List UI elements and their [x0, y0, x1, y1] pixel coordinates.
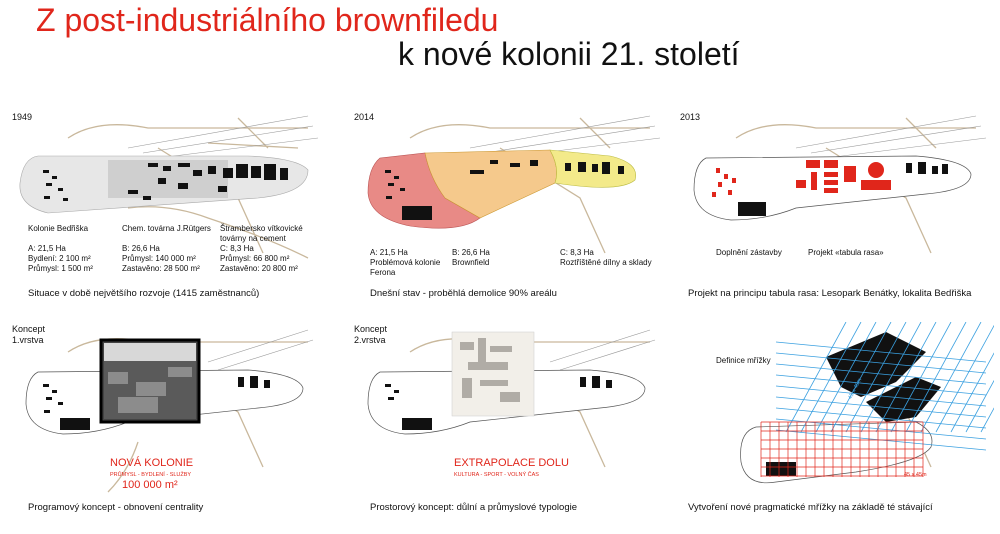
year-label: 1949 — [12, 112, 33, 122]
year-label: 2014 — [354, 112, 375, 122]
panel-caption: Situace v době největšího rozvoje (1415 zaměstnanců) — [28, 288, 260, 299]
zone-b-area: B: 26,6 Ha — [452, 248, 490, 257]
note-tabula-rasa: Projekt «tabula rasa» — [808, 248, 884, 257]
zone-a-area: A: 21,5 Ha — [370, 248, 408, 257]
blue-grid-line — [936, 322, 994, 432]
extrapolation-subtitle: KULTURA - SPORT - VOLNÝ ČAS — [454, 472, 539, 478]
year-label: 2013 — [680, 112, 701, 122]
panel-concept-layer-2 — [350, 322, 668, 522]
zone-c-desc: Roztříštěné dílny a sklady — [560, 258, 652, 267]
zone-b-area: B: 26,6 Ha — [122, 244, 160, 253]
zone-a-desc-2: Ferona — [370, 268, 396, 277]
panel-caption: Prostorový koncept: důlní a průmyslové typologie — [370, 502, 577, 513]
red-grid-size-label: 45 x 45m — [904, 472, 927, 478]
concept-label-line-1: Koncept — [354, 324, 388, 334]
zone-b-industry: Průmysl: 140 000 m² — [122, 254, 196, 263]
note-infill: Doplnění zástavby — [716, 248, 782, 257]
panel-caption: Programový koncept - obnovení centrality — [28, 502, 204, 513]
site-plan-2014 — [350, 108, 668, 308]
concept-label — [12, 324, 45, 346]
title-line-1: Z post-industriálního brownfiledu — [36, 2, 499, 38]
zone-b-built: Zastavěno: 28 500 m² — [122, 264, 200, 273]
zone-b-name: Chem. továrna J.Rütgers — [122, 224, 211, 233]
concept-label-line-2: 2.vrstva — [354, 335, 386, 345]
concept-label-line-1: Koncept — [12, 324, 46, 334]
program-area: 100 000 m² — [122, 479, 178, 491]
site-plan-2013 — [676, 108, 994, 308]
zone-b-desc: Brownfield — [452, 258, 490, 267]
panel-caption: Dnešní stav - proběhlá demolice 90% areálu — [370, 288, 557, 299]
program-subtitle: PRŮMYSL - BYDLENÍ - SLUŽBY — [110, 472, 192, 478]
blue-grid-line — [981, 322, 994, 432]
zone-c-name: Štrambersko vítkovické — [220, 224, 303, 233]
zone-a-housing: Bydlení: 2 100 m² — [28, 254, 91, 263]
concept-label — [354, 324, 387, 346]
zone-a-area: A: 21,5 Ha — [28, 244, 66, 253]
extrapolation-title: EXTRAPOLACE DOLU — [454, 457, 569, 469]
grid-definition-label: Definice mřížky — [716, 356, 771, 365]
site-plan-1949 — [8, 108, 326, 308]
zone-a-name: Kolonie Bedřiška — [28, 224, 89, 233]
panel-2013 — [676, 108, 994, 308]
panel-grid-definition — [676, 322, 994, 522]
zone-a-desc: Problémová kolonie — [370, 258, 441, 267]
zone-c-area: C: 8,3 Ha — [220, 244, 254, 253]
panel-2014 — [350, 108, 668, 308]
zone-c-area: C: 8,3 Ha — [560, 248, 594, 257]
panel-caption: Projekt na principu tabula rasa: Lesopark Benátky, lokalita Bedřiška — [688, 288, 972, 299]
zone-a-industry: Průmysl: 1 500 m² — [28, 264, 93, 273]
zone-c-industry: Průmysl: 66 800 m² — [220, 254, 290, 263]
zone-c-name-2: továrny na cement — [220, 234, 286, 243]
panel-1949 — [8, 108, 326, 308]
site-plan-concept-2 — [350, 322, 668, 522]
panel-concept-layer-1 — [8, 322, 326, 522]
site-plan-grid — [676, 322, 994, 522]
panel-caption: Vytvoření nové pragmatické mřížky na základě té stávající — [688, 502, 933, 513]
blue-grid-size-label: 45 x 45m — [847, 377, 864, 401]
program-title: NOVÁ KOLONIE — [110, 457, 194, 469]
title-line-2: k nové kolonii 21. století — [398, 36, 740, 72]
concept-label-line-2: 1.vrstva — [12, 335, 44, 345]
zone-c-built: Zastavěno: 20 800 m² — [220, 264, 298, 273]
site-plan-concept-1 — [8, 322, 326, 522]
